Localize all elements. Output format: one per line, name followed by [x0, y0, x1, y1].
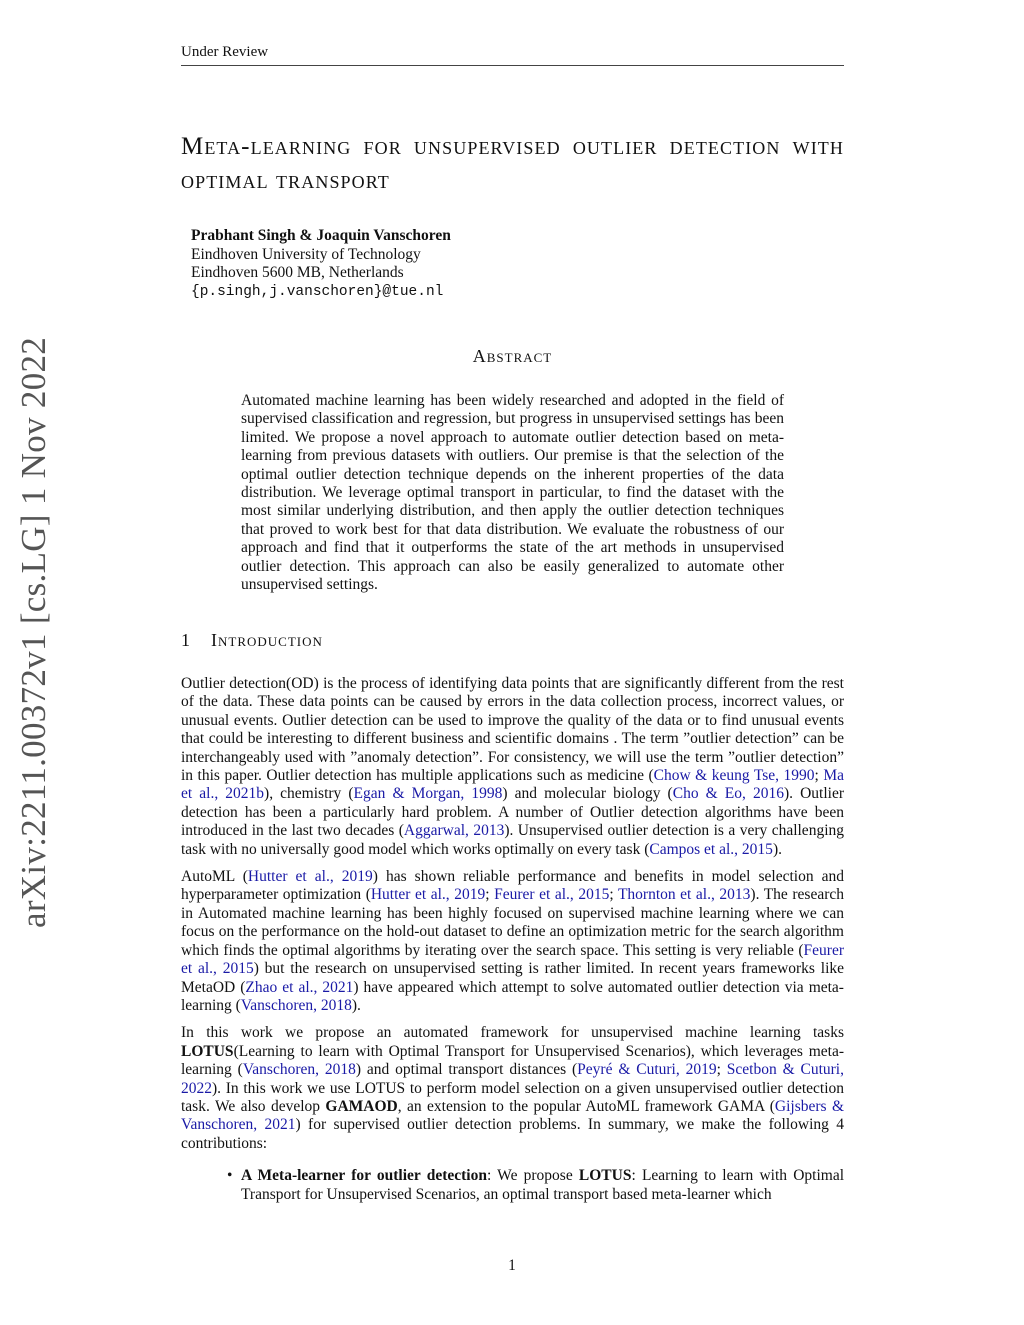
section-heading — [181, 630, 323, 651]
author-block — [191, 227, 451, 301]
paragraph-2: AutoML (Hutter et al., 2019) has shown reliable performance and benefits in model selection and hyperparameter optimization (Hutter et al., 2019; Feurer et al., 2015; Thornton et al., 2013). The research in Automated machine learning has been highly focused on supervised machine learning where we can focus on the performance on the hold-out dataset to define an optimization metric for the search algorithm which finds the optimal algorithms by iterating over the search space. This setting is very reliable (Feurer et al., 2015) but the research on unsupervised setting is rather limited. In recent years frameworks like MetaOD (Zhao et al., 2021) have appeared which attempt to solve automated outlier detection via meta-learning (Vanschoren, 2018). — [181, 868, 845, 1014]
citation-link[interactable]: Vanschoren, 2018 — [240, 996, 352, 1014]
citation-link[interactable]: Ma et al., 2021b — [181, 767, 844, 803]
section-number: 1 — [181, 630, 191, 650]
abstract-heading: Abstract — [472, 346, 553, 366]
citation-link[interactable]: Campos et al., 2015 — [649, 840, 773, 858]
author-affiliation: Eindhoven University of Technology — [191, 245, 421, 263]
citation-link[interactable]: Hutter et al., 2019 — [247, 868, 373, 886]
citation-link[interactable]: Chow & keung Tse, 1990 — [653, 767, 815, 785]
list-item: • A Meta-learner for outlier detection: We propose LOTUS: Learning to learn with Optimal Transport for Unsupervised Scenarios, an optimal transport based meta-learner which — [227, 1167, 845, 1203]
citation-link[interactable]: Egan & Morgan, 1998 — [353, 785, 503, 803]
abstract-text: Automated machine learning has been widely researched and adopted in the field of supervised classification and regression, but progress in unsupervised settings has been limited. We propose a novel approach to automate outlier detection based on meta-learning from previous datasets with outliers. Our premise is that the selection of the optimal outlier detection technique depends on the inherent properties of the data distribution. We leverage optimal transport in particular, to find the dataset with the most similar underlying distribution, and then apply the outlier detection techniques that proved to work best for that data distribution. We evaluate the robustness of our approach and find that it outperforms the state of the art methods in unsupervised outlier detection. This approach can also be easily generalized to automate other unsupervised settings. — [241, 392, 784, 594]
citation-link[interactable]: Feurer et al., 2015 — [181, 941, 844, 978]
header-rule — [181, 65, 844, 66]
citation-link[interactable]: Aggarwal, 2013 — [403, 822, 505, 840]
author-names: Prabhant Singh & Joaquin Vanschoren — [191, 227, 451, 244]
page-number: 1 — [508, 1257, 516, 1274]
citation-link[interactable]: Vanschoren, 2018 — [242, 1061, 356, 1079]
contributions-list — [181, 1167, 844, 1204]
paragraph-1: Outlier detection(OD) is the process of identifying data points that are significantly different from the rest of the data. These data points can be caused by errors in the data collection process, incorrect values, or unusual events. Outlier detection can be used to improve the quality of the data or to find unusual events that could be interesting to different business and scientific domains . The term ”outlier detection” can be interchangeably used with ”anomaly detection”. For consistency, we will use the term ”outlier detection” in this paper. Outlier detection has multiple applications such as medicine (Chow & keung Tse, 1990; Ma et al., 2021b), chemistry (Egan & Morgan, 1998) and molecular biology (Cho & Eo, 2016). Outlier detection has been a particularly hard problem. A number of Outlier detection algorithms have been introduced in the last two decades (Aggarwal, 2013). Unsupervised outlier detection is a very challenging task with no universally good model which works optimally on every task (Campos et al., 2015). — [181, 675, 844, 858]
citation-link[interactable]: Scetbon & Cuturi, 2022 — [181, 1061, 844, 1097]
citation-link[interactable]: Peyré & Cuturi, 2019 — [577, 1061, 717, 1079]
section-title: Introduction — [211, 630, 323, 650]
paragraph-3: In this work we propose an automated framework for unsupervised machine learning tasks LOTUS(Learning to learn with Optimal Transport for Unsupervised Scenarios), which leverages meta-learning (Vanschoren, 2018) and optimal transport distances (Peyré & Cuturi, 2019; Scetbon & Cuturi, 2022). In this work we use LOTUS to perform model selection on a given unsupervised outlier detection task. We also develop GAMAOD, an extension to the popular AutoML framework GAMA (Gijsbers & Vanschoren, 2021) for supervised outlier detection problems. In summary, we make the following 4 contributions: — [181, 1024, 845, 1152]
gamaod-term: GAMAOD — [325, 1097, 398, 1115]
citation-link[interactable]: Gijsbers & Vanschoren, 2021 — [181, 1097, 845, 1134]
running-header: Under Review — [181, 44, 269, 60]
citation-link[interactable]: Thornton et al., 2013 — [617, 886, 751, 904]
author-email: {p.singh,j.vanschoren}@tue.nl — [191, 283, 444, 300]
body-text — [181, 675, 844, 1204]
arxiv-stamp: arXiv:2211.00372v1 [cs.LG] 1 Nov 2022 — [14, 336, 53, 928]
citation-link[interactable]: Zhao et al., 2021 — [245, 978, 354, 996]
citation-link[interactable]: Cho & Eo, 2016 — [672, 785, 784, 803]
citation-link[interactable]: Hutter et al., 2019 — [370, 886, 486, 904]
bullet-icon: • — [227, 1167, 233, 1185]
author-address: Eindhoven 5600 MB, Netherlands — [191, 264, 404, 281]
citation-link[interactable]: Feurer et al., 2015 — [494, 886, 610, 904]
paper-title: Meta-learning for unsupervised outlier detection with optimal transport — [181, 133, 844, 194]
lotus-term: LOTUS — [181, 1042, 234, 1060]
